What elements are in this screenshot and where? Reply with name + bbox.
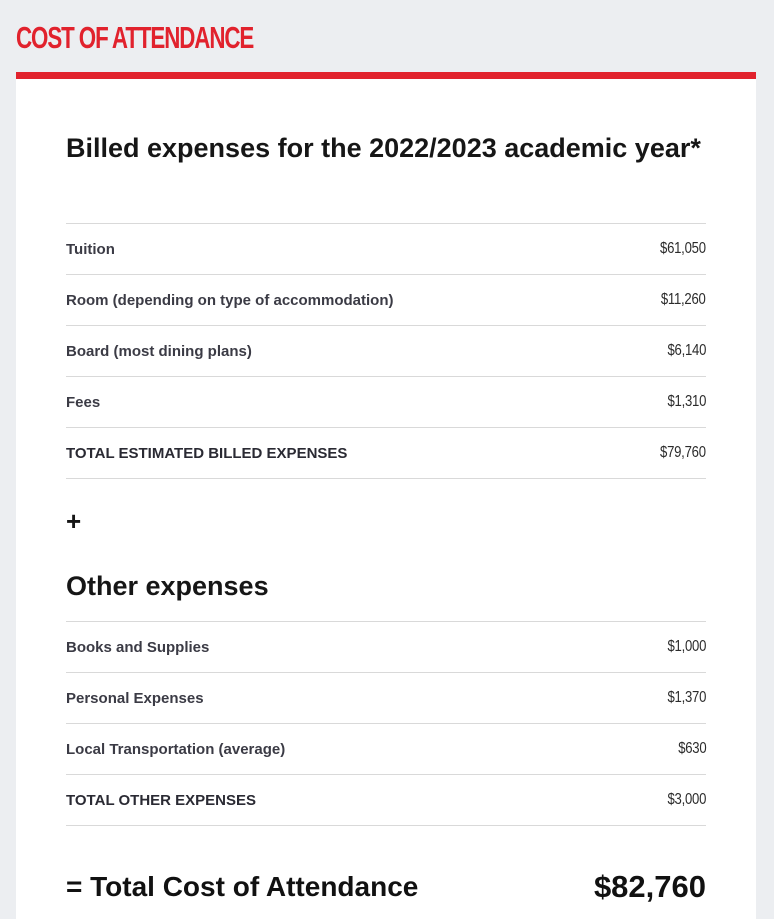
billed-expenses-table xyxy=(66,223,706,479)
row-amount: $61,050 xyxy=(660,240,706,257)
row-label: Books and Supplies xyxy=(66,638,210,656)
billed-total-amount: $79,760 xyxy=(660,444,706,461)
table-row xyxy=(66,275,706,326)
row-label: Room (depending on type of accommodation) xyxy=(66,291,394,309)
row-label: Fees xyxy=(66,393,101,411)
table-row xyxy=(66,224,706,275)
row-label: Local Transportation (average) xyxy=(66,740,286,758)
other-total-label: TOTAL OTHER EXPENSES xyxy=(66,791,257,809)
row-amount: $11,260 xyxy=(661,291,706,308)
cost-card xyxy=(16,72,756,919)
row-amount: $1,370 xyxy=(667,689,706,706)
table-row xyxy=(66,724,706,775)
other-total-row xyxy=(66,775,706,826)
plus-sign: + xyxy=(66,506,82,536)
grand-total-amount: $82,760 xyxy=(593,869,706,904)
page-title: COST OF ATTENDANCE xyxy=(16,20,254,55)
row-amount: $1,000 xyxy=(667,638,706,655)
row-amount: $1,310 xyxy=(667,393,706,410)
row-label: Board (most dining plans) xyxy=(66,342,252,360)
grand-total xyxy=(66,869,706,905)
table-row xyxy=(66,377,706,428)
billed-total-label: TOTAL ESTIMATED BILLED EXPENSES xyxy=(66,444,348,462)
billed-expenses-heading: Billed expenses for the 2022/2023 academic year* xyxy=(66,133,701,163)
row-amount: $6,140 xyxy=(667,342,706,359)
other-total-amount: $3,000 xyxy=(667,791,706,808)
row-amount: $630 xyxy=(677,740,706,757)
billed-total-row xyxy=(66,428,706,479)
table-row xyxy=(66,673,706,724)
row-label: Personal Expenses xyxy=(66,689,204,707)
table-row xyxy=(66,622,706,673)
grand-total-label: = Total Cost of Attendance xyxy=(66,871,419,902)
row-label: Tuition xyxy=(66,240,115,258)
other-expenses-heading: Other expenses xyxy=(66,571,269,601)
table-row xyxy=(66,326,706,377)
other-expenses-table xyxy=(66,621,706,826)
